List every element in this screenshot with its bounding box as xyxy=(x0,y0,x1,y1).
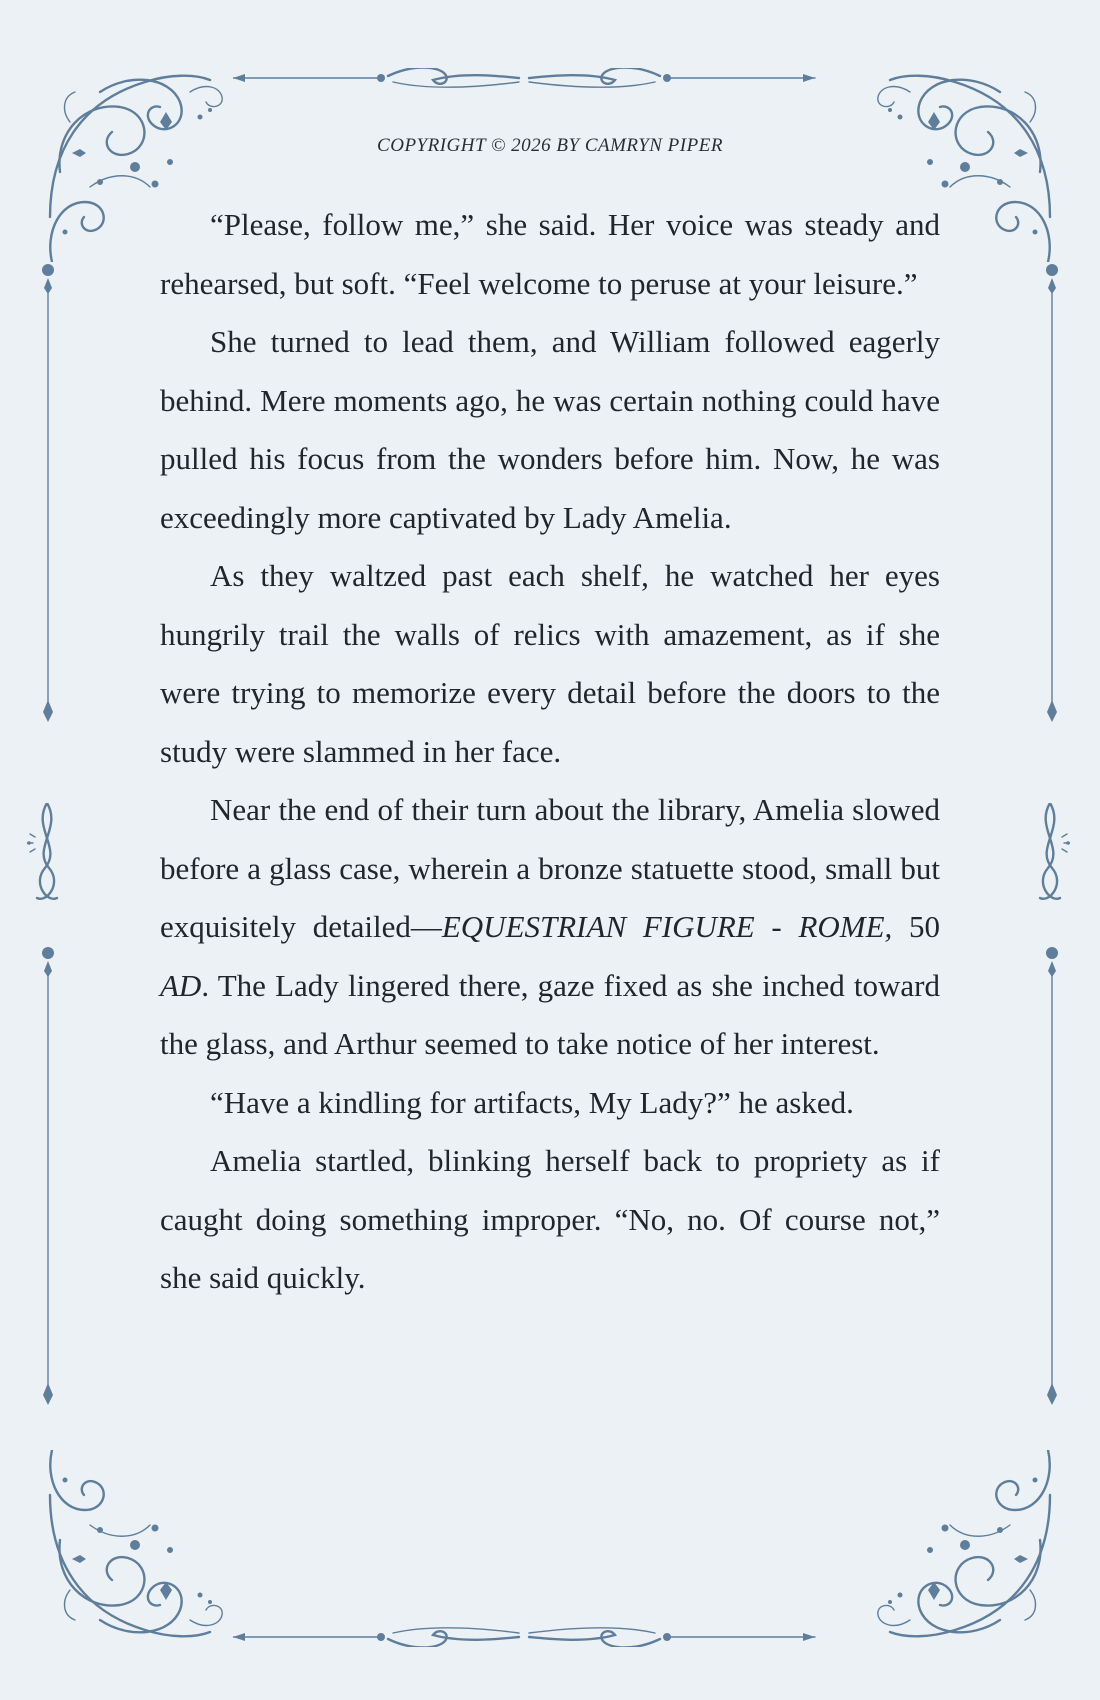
top-divider-ornament xyxy=(233,68,833,92)
artifact-era-italic: AD xyxy=(160,967,202,1003)
left-upper-rule-ornament xyxy=(40,262,60,782)
right-lower-rule-ornament xyxy=(1044,945,1064,1465)
paragraph: “Please, follow me,” she said. Her voice was steady and rehearsed, but soft. “Feel welcome to peruse at your leisure.” xyxy=(160,207,940,301)
paragraph-text: . The Lady lingered there, gaze fixed as she inched toward the glass, and Arthur seemed to take notice of her interest. xyxy=(160,967,940,1061)
paragraph: As they waltzed past each shelf, he watched her eyes hungrily trail the walls of relics with amazement, as if she were trying to memorize every detail before the doors to the study were slammed in her face. xyxy=(160,558,940,769)
paragraph: “Have a kindling for artifacts, My Lady?” he asked. xyxy=(210,1084,854,1120)
bottom-left-corner-ornament xyxy=(40,1450,240,1650)
right-middle-scroll-ornament xyxy=(1030,803,1070,913)
artifact-label-italic: EQUESTRIAN FIGURE - ROME, xyxy=(441,909,893,944)
paragraph xyxy=(160,781,940,1074)
paragraph-text: 50 xyxy=(892,909,940,944)
right-upper-rule-ornament xyxy=(1044,262,1064,782)
bottom-right-corner-ornament xyxy=(860,1450,1060,1650)
left-lower-rule-ornament xyxy=(40,945,60,1465)
body-text xyxy=(160,196,940,1308)
paragraph: She turned to lead them, and William followed eagerly behind. Mere moments ago, he was certain nothing could have pulled his focus from the wonders before him. Now, he was exceedingly more captivated by Lady Amelia. xyxy=(160,324,940,535)
left-middle-scroll-ornament xyxy=(27,803,67,913)
bottom-divider-ornament xyxy=(233,1623,833,1647)
copyright-notice: COPYRIGHT © 2026 BY CAMRYN PIPER xyxy=(377,135,723,156)
paragraph: Amelia startled, blinking herself back to propriety as if caught doing something improper. “No, no. Of course not,” she said quickly. xyxy=(160,1143,940,1295)
paragraph-text: Near the end of their turn about the library, Amelia slowed before a glass case, wherein a bronze statuette stood, small but exquisitely detailed— xyxy=(160,792,940,944)
